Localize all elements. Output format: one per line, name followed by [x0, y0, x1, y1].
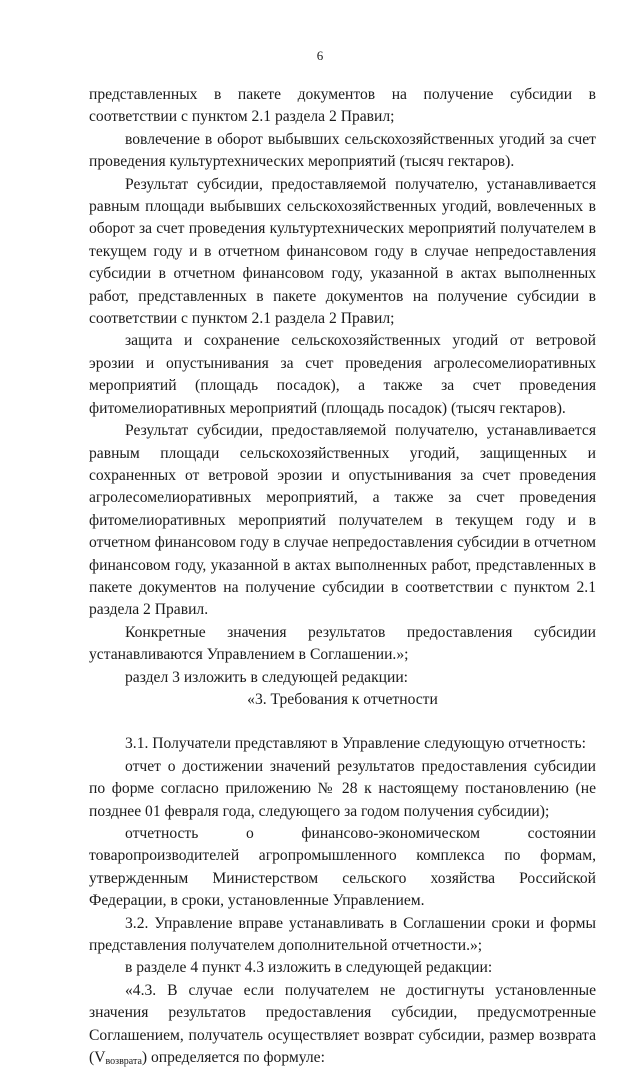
paragraph: 3.2. Управление вправе устанавливать в Соглашении сроки и формы представления получателем дополнительной отчетности.»; [89, 914, 596, 955]
paragraph: Конкретные значения результатов предоставления субсидии устанавливаются Управлением в Соглашении.»; [89, 623, 596, 664]
paragraph-with-formula-ref [89, 980, 596, 1069]
paragraph: представленных в пакете документов на получение субсидии в соответствии с пунктом 2.1 раздела 2 Правил; [89, 86, 596, 126]
document-body [89, 84, 596, 1069]
blank-line [89, 711, 596, 733]
page-number: 6 [316, 48, 324, 63]
paragraph: Результат субсидии, предоставляемой получателю, устанавливается равным площади сельскохозяйственных угодий, защищенных и сохраненных от ветровой эрозии и опустынивания за счет проведения агролесомелиоративных мероприятий, а также за счет проведения фитомелиоративных мероприятий получателем в текущем году и в отчетном финансовом году в случае непредоставления субсидии в отчетном финансовом году, указанной в актах выполненных работ, представленных в пакете документов на получение субсидии в соответствии с пунктом 2.1 раздела 2 Правил. [89, 422, 596, 619]
section-heading: «3. Требования к отчетности [247, 690, 438, 708]
paragraph-text: «4.3. В случае если получателем не достигнуты установленные значения результатов предоставления субсидии, предусмотренные Соглашением, получатель осуществляет возврат субсидии, размер возврата ( [89, 981, 596, 1067]
paragraph-tail: ) определяется по формуле: [141, 1049, 325, 1067]
formula-symbol: $V_{возврата}$ [94, 1049, 142, 1068]
paragraph: в разделе 4 пункт 4.3 изложить в следующей редакции: [125, 959, 493, 977]
paragraph: 3.1. Получатели представляют в Управление следующую отчетность: [125, 735, 586, 753]
paragraph: Результат субсидии, предоставляемой получателю, устанавливается равным площади выбывших сельскохозяйственных угодий, вовлеченных в оборот за счет проведения культуртехнических мероприятий получателем в текущем году и в отчетном финансовом году в случае непредоставления субсидии в отчетном финансовом году, указанной в актах выполненных работ, представленных в пакете документов на получение субсидии в соответствии с пунктом 2.1 раздела 2 Правил; [89, 175, 596, 328]
paragraph: раздел 3 изложить в следующей редакции: [125, 668, 409, 686]
paragraph: отчетность о финансово-экономическом состоянии товаропроизводителей агропромышленного комплекса по формам, утвержденным Министерством сельского хозяйства Российской Федерации, в сроки, установленные Управлением. [89, 825, 596, 910]
paragraph: вовлечение в оборот выбывших сельскохозяйственных угодий за счет проведения культуртехнических мероприятий (тысяч гектаров). [89, 130, 596, 171]
formula-subscript: возврата [105, 1056, 142, 1068]
paragraph: отчет о достижении значений результатов предоставления субсидии по форме согласно приложению № 28 к настоящему постановлению (не позднее 01 февраля года, следующего за годом получения субсидии); [89, 757, 596, 820]
paragraph: защита и сохранение сельскохозяйственных угодий от ветровой эрозии и опустынивания за счет проведения агролесомелиоративных мероприятий (площадь посадок), а также за счет проведения фитомелиоративных мероприятий (площадь посадок) (тысяч гектаров). [89, 332, 596, 417]
